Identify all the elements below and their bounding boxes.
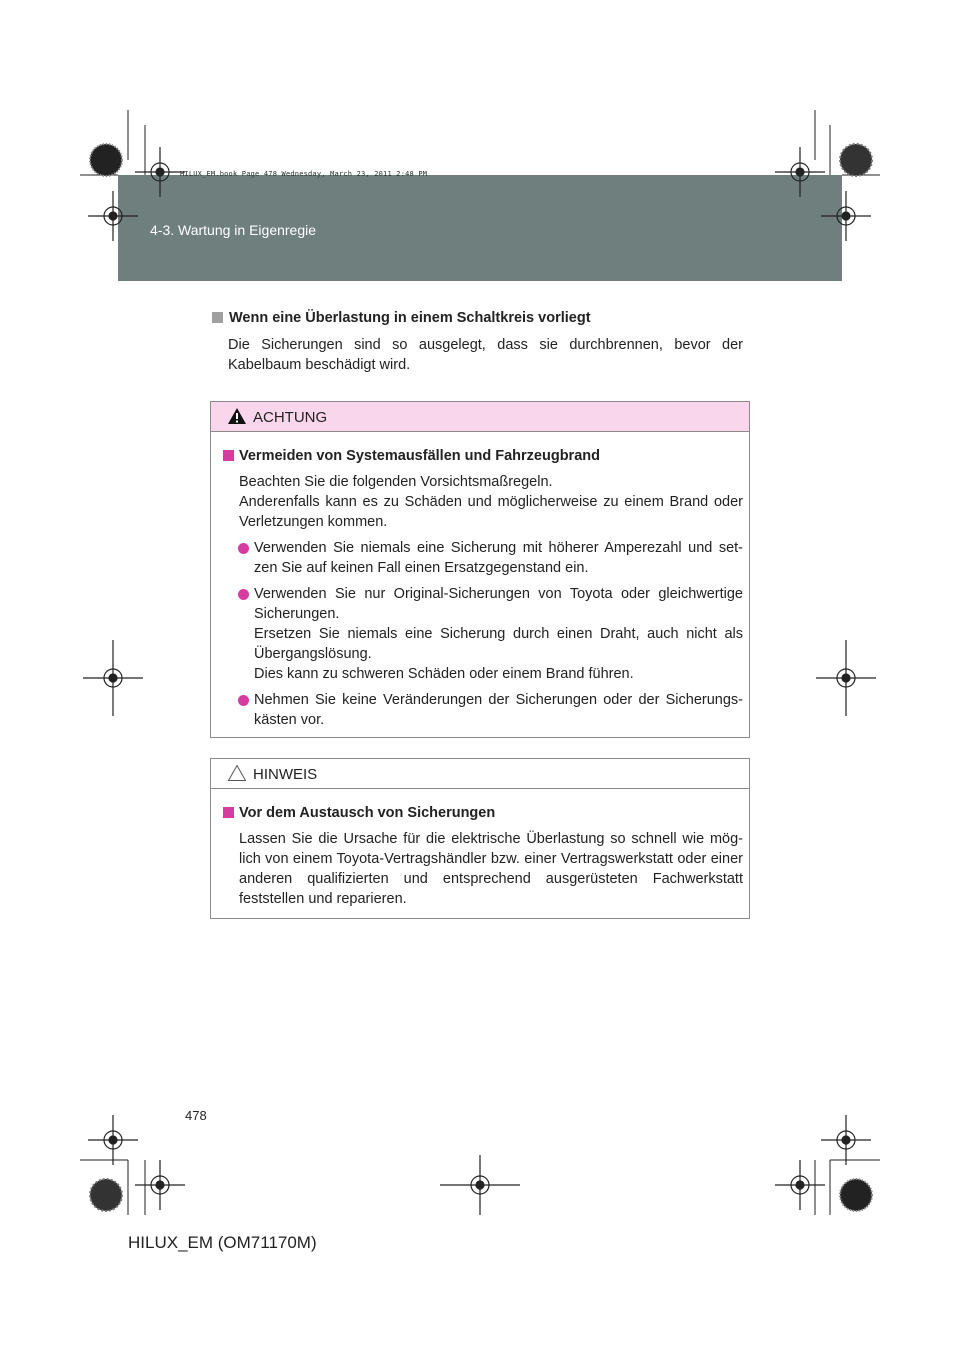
page-number: 478 — [185, 1108, 207, 1123]
warning-bullet: Nehmen Sie keine Veränderungen der Sicherungen oder der Sicherungs-kästen vor. — [223, 690, 743, 730]
warning-subheading: Vermeiden von Systemausfällen und Fahrzeugbrand — [223, 446, 743, 466]
warning-triangle-icon — [227, 407, 247, 425]
notice-subheading: Vor dem Austausch von Sicherungen — [223, 803, 743, 823]
warning-box-header — [211, 402, 749, 432]
section-heading: Wenn eine Überlastung in einem Schaltkreis vorliegt — [212, 310, 591, 326]
notice-box-header — [211, 759, 749, 789]
square-marker-icon — [223, 450, 234, 461]
bullet-dot-icon — [238, 543, 249, 554]
notice-box-title: HINWEIS — [253, 766, 318, 783]
document-code: HILUX_EM (OM71170M) — [128, 1233, 317, 1252]
warning-box-title: ACHTUNG — [253, 409, 328, 426]
notice-text: Lassen Sie die Ursache für die elektrische Überlastung so schnell wie mög-lich von einem Toyota-Vertragshändler bzw. einer Vertragswerkstatt oder einer anderen qualifizierten und entsprechend ausgerüsteten Fachwerkstatt feststellen und reparieren. — [239, 831, 743, 907]
warning-line: Anderenfalls kann es zu Schäden und möglicherweise zu einem Brand oder Verletzungen kommen. — [239, 494, 743, 530]
square-marker-icon — [223, 807, 234, 818]
warning-bullet: Verwenden Sie nur Original-Sicherungen von Toyota oder gleichwertige Sicherungen. Ersetzen Sie niemals eine Sicherung durch einen Draht, auch nicht als Übergangslösung. Dies kann zu schweren Schäden oder einem Brand führen. — [223, 584, 743, 684]
notice-box — [210, 758, 750, 919]
book-stamp: HILUX_EM.book Page 478 Wednesday, March 23, 2011 2:48 PM — [180, 170, 428, 178]
warning-bullet: Verwenden Sie niemals eine Sicherung mit höherer Amperezahl und set-zen Sie auf keinen Fall einen Ersatzgegenstand ein. — [223, 538, 743, 578]
section-title: 4-3. Wartung in Eigenregie — [150, 222, 317, 238]
caution-triangle-outline-icon — [227, 764, 247, 782]
intro-paragraph: Die Sicherungen sind so ausgelegt, dass sie durchbrennen, bevor der Kabelbaum beschädigt wird. — [228, 337, 743, 373]
bullet-dot-icon — [238, 695, 249, 706]
warning-line: Beachten Sie die folgenden Vorsichtsmaßregeln. — [239, 474, 553, 490]
square-marker-icon — [212, 312, 223, 323]
warning-box — [210, 401, 750, 738]
bullet-dot-icon — [238, 589, 249, 600]
